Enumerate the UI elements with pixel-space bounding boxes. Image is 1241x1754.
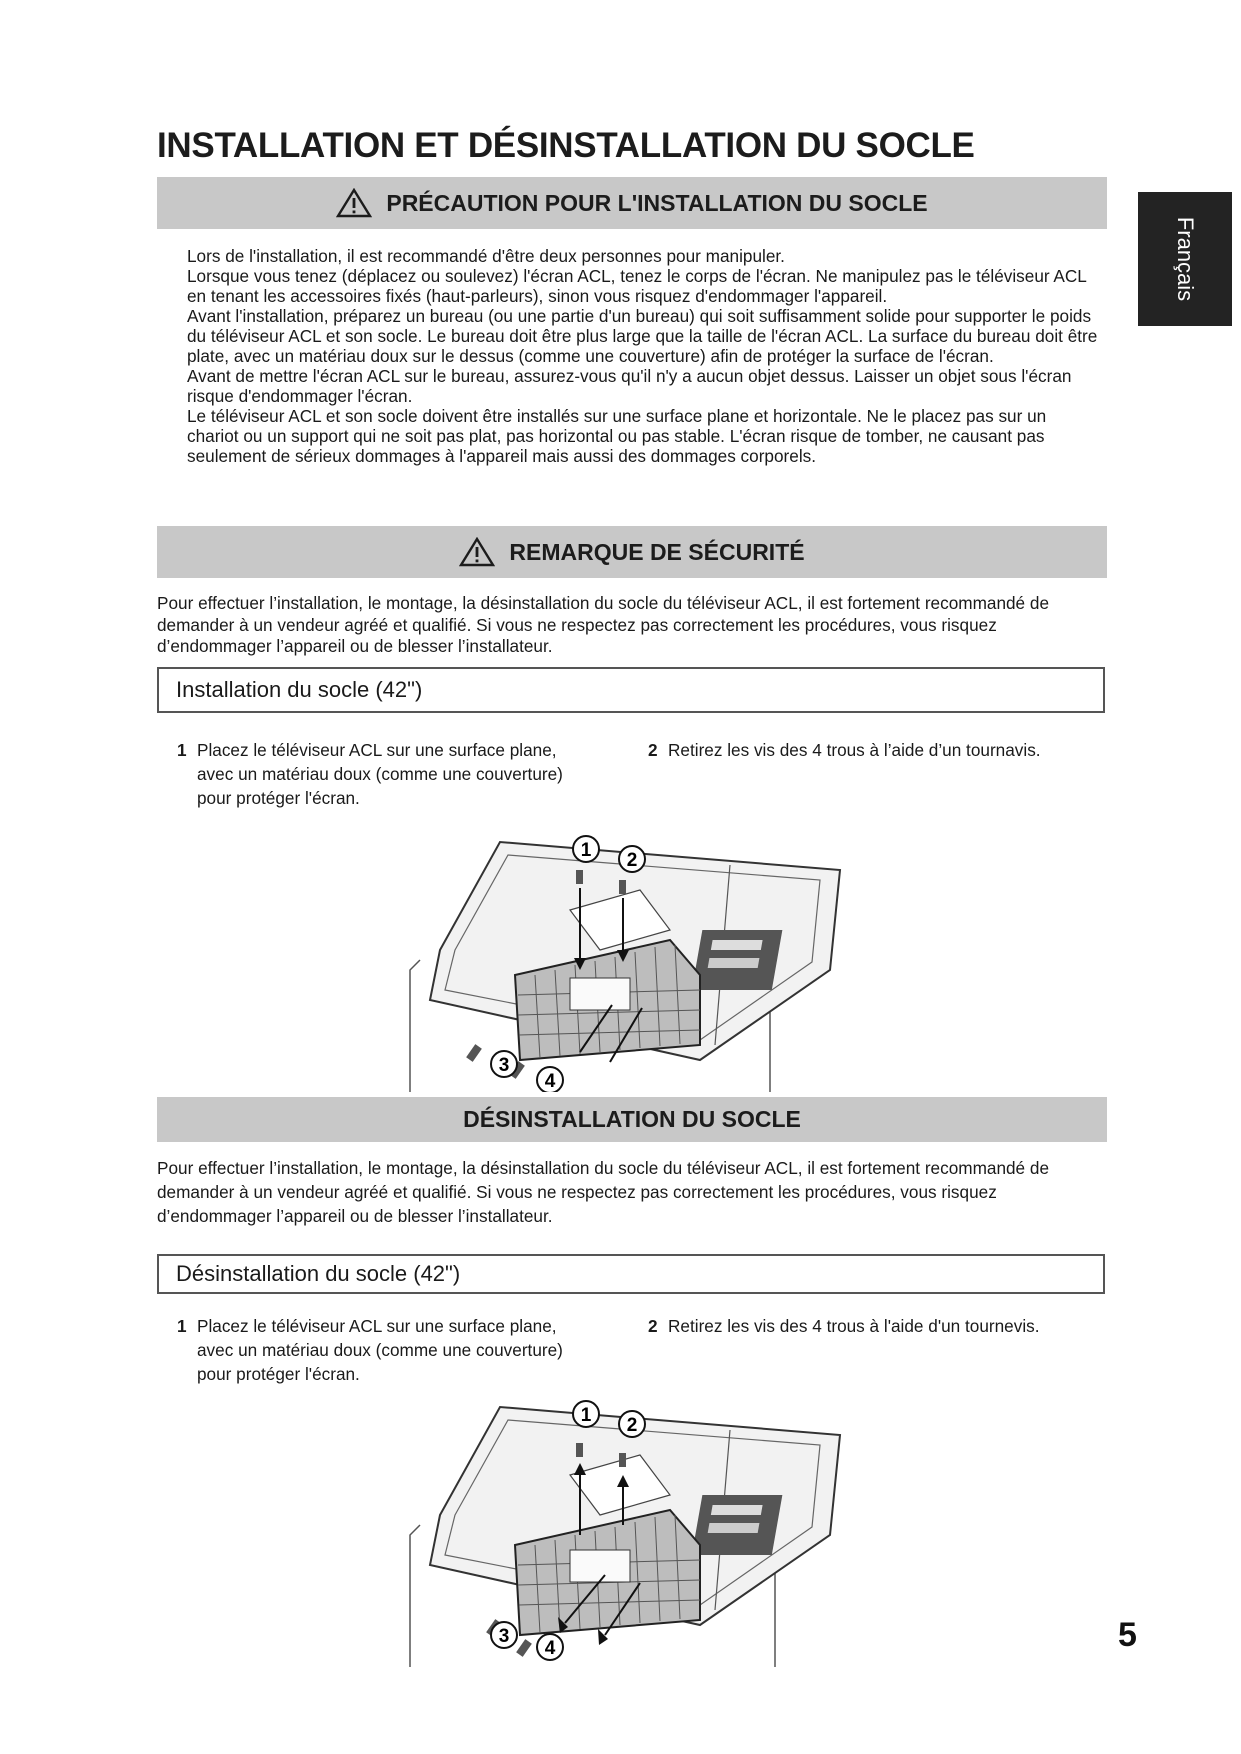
- precaution-paragraph: Avant de mettre l'écran ACL sur le bureau, assurez-vous qu'il n'y a aucun objet dessus. Laisser un objet sous l'écran risque d'endommager l'écran.: [187, 366, 1072, 406]
- uninstall-heading-band: [157, 1097, 1107, 1142]
- install-box-label: Installation du socle (42"): [176, 677, 423, 702]
- warning-triangle-icon: [459, 537, 495, 567]
- uninstall-box-title: [157, 1254, 1105, 1294]
- callout-label: 2: [626, 850, 638, 871]
- safety-heading-band: [157, 526, 1107, 578]
- uninstall-box-label: Désinstallation du socle (42"): [176, 1261, 461, 1286]
- precaution-paragraph: Le téléviseur ACL et son socle doivent être installés sur une surface plane et horizontale. Ne le placez pas sur un chariot ou un support qui ne soit pas plat, pas horizontal ou pas stable. L'écran risque de tomber, ne causant pas seulement de sérieux dommages à l'appareil mais aussi des dommages corporels.: [187, 406, 1047, 466]
- page-number: 5: [1118, 1616, 1137, 1654]
- callout-label: 1: [580, 1405, 592, 1426]
- step-text: Placez le téléviseur ACL sur une surface plane, avec un matériau doux (comme une couverture) pour protéger l'écran.: [197, 1316, 563, 1384]
- precaution-paragraph: Lors de l'installation, il est recommandé d'être deux personnes pour manipuler.: [187, 246, 785, 266]
- callout-label: 4: [544, 1638, 556, 1659]
- install-step-2: [648, 738, 1128, 762]
- callout-label: 4: [544, 1071, 556, 1092]
- install-step-1: [177, 738, 597, 810]
- step-number: 2: [648, 1316, 658, 1336]
- uninstall-diagram: [400, 1395, 870, 1667]
- step-number: 1: [177, 740, 187, 760]
- warning-triangle-icon: [336, 188, 372, 218]
- safety-heading: REMARQUE DE SÉCURITÉ: [509, 538, 805, 565]
- callout-label: 3: [498, 1626, 510, 1647]
- precaution-paragraph: Lorsque vous tenez (déplacez ou soulevez) l'écran ACL, tenez le corps de l'écran. Ne manipulez pas le téléviseur ACL en tenant les accessoires fixés (haut-parleurs), sinon vous risquez d'endommager l'appareil.: [187, 266, 1087, 306]
- precaution-heading-band: [157, 177, 1107, 229]
- install-box-title: [157, 667, 1105, 713]
- precaution-heading: PRÉCAUTION POUR L'INSTALLATION DU SOCLE: [386, 189, 928, 216]
- callout-label: 3: [498, 1055, 510, 1076]
- step-text: Retirez les vis des 4 trous à l'aide d'un tournevis.: [668, 1316, 1040, 1336]
- uninstall-step-2: [648, 1314, 1128, 1338]
- safety-intro: Pour effectuer l’installation, le montage, la désinstallation du socle du téléviseur ACL, il est fortement recommandé de demander à un vendeur agréé et qualifié. Si vous ne respectez pas correctement les procédures, vous risquez d’endommager l’appareil ou de blesser l’installateur.: [157, 593, 1050, 656]
- language-tab-label: Français: [1172, 216, 1198, 302]
- step-number: 1: [177, 1316, 187, 1336]
- install-diagram: [400, 830, 870, 1092]
- precaution-paragraph: Avant l'installation, préparez un bureau (ou une partie d'un bureau) qui soit suffisamment solide pour supporter le poids du téléviseur ACL et son socle. Le bureau doit être plus large que la taille de l'écran ACL. La surface du bureau doit être plate, avec un matériau doux sur le dessus (comme une couverture) afin de protéger la surface de l'écran.: [187, 306, 1098, 366]
- page-title: INSTALLATION ET DÉSINSTALLATION DU SOCLE: [157, 126, 975, 165]
- language-tab: [1138, 192, 1232, 326]
- step-text: Retirez les vis des 4 trous à l’aide d’un tournavis.: [668, 740, 1041, 760]
- uninstall-intro: Pour effectuer l’installation, le montage, la désinstallation du socle du téléviseur ACL, il est fortement recommandé de demander à un vendeur agréé et qualifié. Si vous ne respectez pas correctement les procédures, vous risquez d’endommager l’appareil ou de blesser l’installateur.: [157, 1158, 1050, 1226]
- uninstall-step-1: [177, 1314, 597, 1386]
- step-text: Placez le téléviseur ACL sur une surface plane, avec un matériau doux (comme une couverture) pour protéger l'écran.: [197, 740, 563, 808]
- precaution-text: [187, 246, 1102, 466]
- callout-label: 1: [580, 840, 592, 861]
- uninstall-heading: DÉSINSTALLATION DU SOCLE: [463, 1106, 801, 1132]
- step-number: 2: [648, 740, 658, 760]
- callout-label: 2: [626, 1415, 638, 1436]
